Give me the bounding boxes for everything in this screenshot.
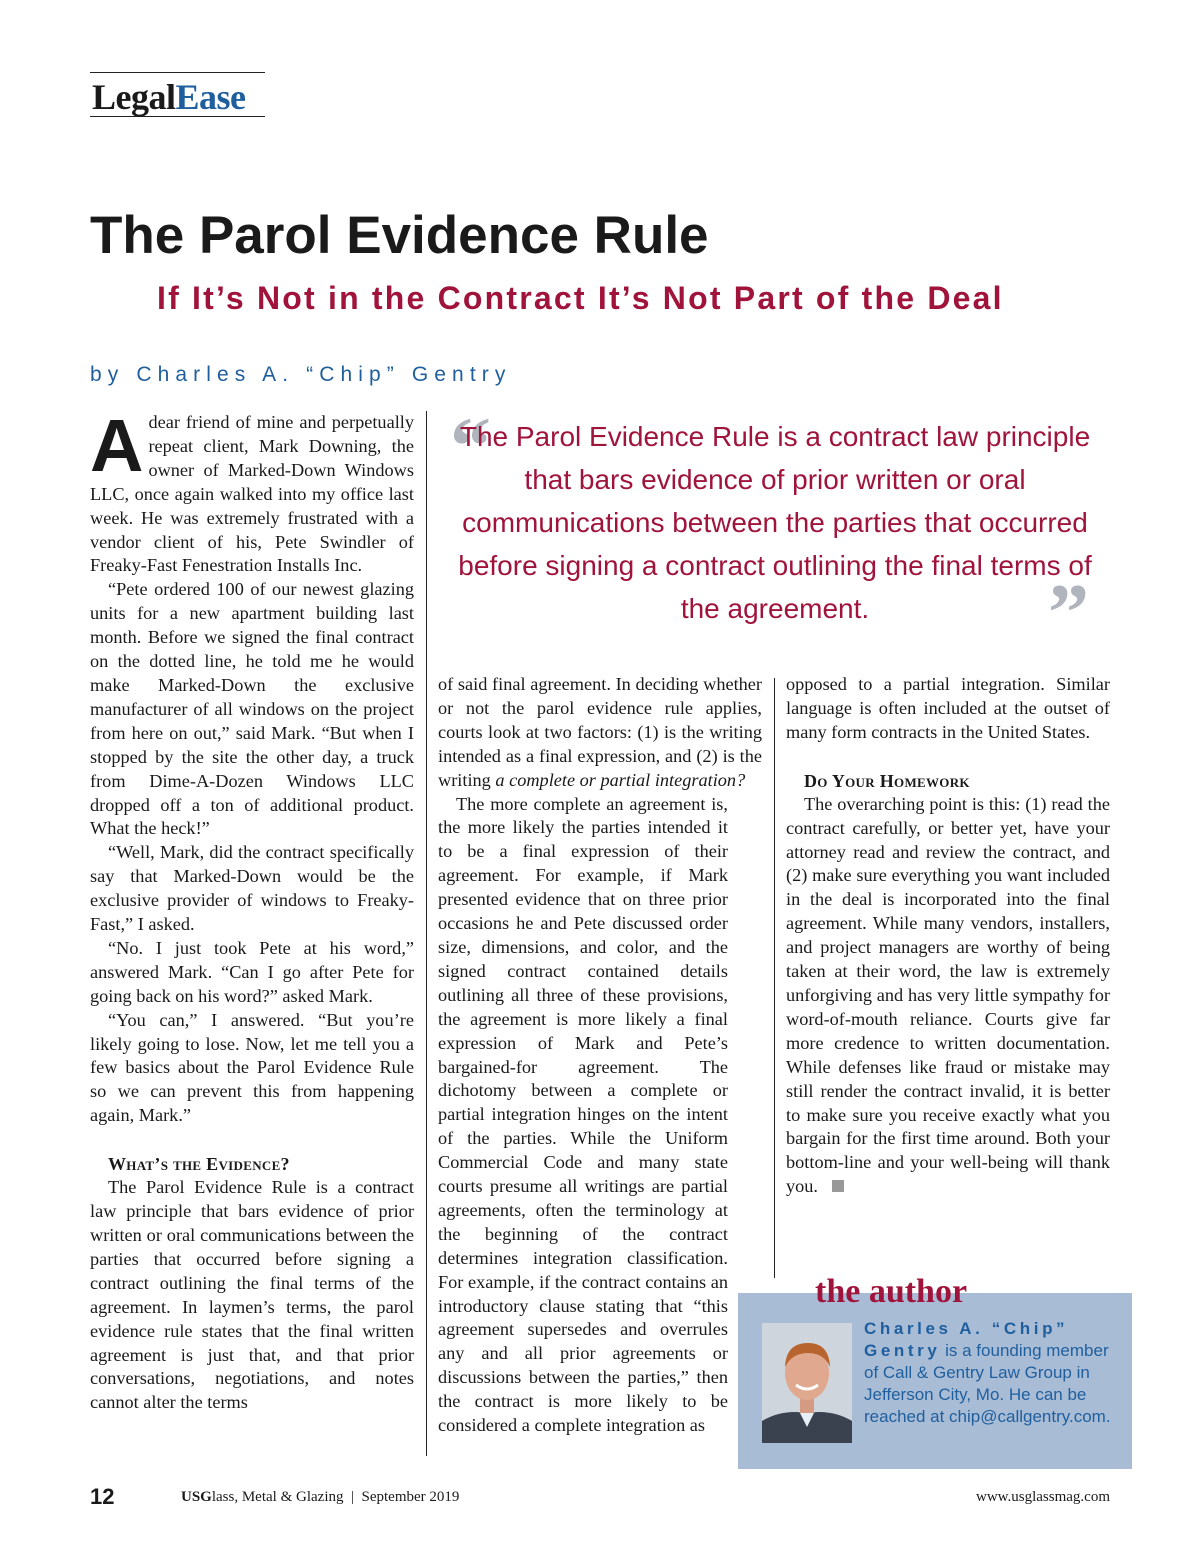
author-heading: the author	[815, 1273, 968, 1310]
author-name: Charles A. “Chip” Gentry	[864, 1319, 1069, 1360]
column-3	[786, 673, 1110, 1199]
paragraph-text: dear friend of mine and perpetually repeat client, Mark Downing, the owner of Marked-Down Windows LLC, once again walked into my office last week. He was extremely frustrated with a vendor client of his, Pete Swindler of Freaky-Fast Fenestration Installs Inc.	[90, 412, 414, 576]
drop-cap: A	[90, 404, 144, 487]
paragraph	[786, 793, 1110, 1199]
column-divider	[774, 678, 775, 1278]
pull-quote-text: The Parol Evidence Rule is a contract law principle that bars evidence of prior written or oral communications between the parties that occurred before signing a contract outlining the final terms of the agreement.	[458, 421, 1092, 624]
end-mark-icon	[832, 1180, 844, 1192]
section-heading: What’s the Evidence?	[108, 1154, 290, 1175]
pull-quote	[440, 400, 1120, 658]
paragraph: The Parol Evidence Rule is a contract law principle that bars evidence of prior written or oral communications between the parties that occurred before signing a contract outlining the final terms of the agreement. In laymen’s terms, the parol evidence rule states that the final written agreement is just that, and that prior conversations, negotiations, and notes cannot alter the terms	[90, 1177, 414, 1413]
author-photo	[762, 1323, 852, 1443]
paragraph-text: of said final agreement. In deciding whether or not the parol evidence rule applies, courts look at two factors: (1) is the writing intended as a final expression, and (2) is the writing	[438, 674, 762, 790]
section-tag	[90, 72, 265, 117]
open-quote-icon: “	[450, 400, 491, 491]
magazine-name-rest: lass, Metal & Glazing	[211, 1489, 344, 1505]
issue-date: September 2019	[361, 1489, 460, 1505]
paragraph: “No. I just took Pete at his word,” answered Mark. “Can I go after Pete for going back on his word?” asked Mark.	[90, 937, 414, 1006]
article-subtitle: If It’s Not in the Contract It’s Not Part of the Deal	[157, 280, 1004, 316]
page-footer	[0, 1482, 1200, 1512]
paragraph	[90, 404, 414, 578]
paragraph: “Well, Mark, did the contract specifically say that Marked-Down would be the exclusive provider of windows to Freaky-Fast,” I asked.	[90, 842, 414, 935]
paragraph-text: The overarching point is this: (1) read the contract carefully, or better yet, have your attorney read and review the contract, and (2) make sure everything you want included in the deal is incorporated into the final agreement. While many vendors, installers, and project managers are worthy of being taken at their word, the law is extremely unforgiving and has very little sympathy for word-of-mouth reliance. Courts give far more credence to written documentation. While defenses like fraud or mistake may still render the contract invalid, it is better to make sure you receive exactly what you bargain for the first time around. Both your bottom-line and your well-being will thank you.	[786, 793, 1110, 1197]
byline: by Charles A. “Chip” Gentry	[90, 363, 512, 386]
section-heading: Do Your Homework	[804, 770, 970, 791]
website-url: www.usglassmag.com	[975, 1489, 1110, 1505]
magazine-name-bold: USG	[181, 1489, 212, 1505]
section-tag-part1: Legal	[92, 77, 176, 117]
column-1	[90, 404, 414, 1415]
paragraph: “You can,” I answered. “But you’re likely going to lose. Now, let me tell you a few basics about the Parol Evidence Rule so we can prevent this from happening again, Mark.”	[90, 1009, 414, 1126]
paragraph: The more complete an agreement is, the more likely the parties intended it to be a final expression of their agreement. For example, if Mark presented evidence that on three prior occasions he and Pete discussed order size, dimensions, and color, and the signed contract contained details outlining all three of these provisions, the agreement is more likely a final expression of Mark and Pete’s bargained-for agreement. The dichotomy between a complete or partial integration hinges on the intent of the parties. While the Uniform Commercial Code and many state courts presume all writings are partial agreements, often the terminology at the beginning of the contract determines integration classification. For example, if the contract contains an introductory clause stating that “this agreement supersedes and overrules any and all prior agreements or discussions between the parties,” then the contract is more likely to be considered a complete integration as	[438, 793, 728, 1436]
paragraph-italic-text: a complete or partial integration?	[495, 769, 746, 790]
magazine-name: USGlass, Metal & Glazing | September 2019	[181, 1489, 460, 1505]
column-2	[438, 673, 762, 1438]
article-title: The Parol Evidence Rule	[90, 206, 709, 265]
paragraph: opposed to a partial integration. Similar language is often included at the outset of many form contracts in the United States.	[786, 674, 1110, 742]
section-tag-part2: Ease	[175, 77, 246, 117]
close-quote-icon: ”	[1048, 567, 1089, 658]
paragraph: “Pete ordered 100 of our newest glazing units for a new apartment building last month. Before we signed the final contract on the dotted line, he told me he would make Marked-Down the exclusive manufacturer of all windows on the project from here on out,” said Mark. “But when I stopped by the site the other day, a truck from Dime-A-Dozen Windows LLC dropped off a ton of additional product. What the heck!”	[90, 579, 414, 839]
author-bio-text: is a founding member of Call & Gentry Law Group in Jefferson City, Mo. He can be reached at chip@callgentry.com.	[864, 1341, 1111, 1426]
column-divider	[426, 411, 427, 1456]
author-portrait-icon	[762, 1323, 852, 1443]
paragraph	[438, 673, 762, 793]
page-number: 12	[90, 1484, 115, 1509]
author-bio	[864, 1318, 1122, 1428]
